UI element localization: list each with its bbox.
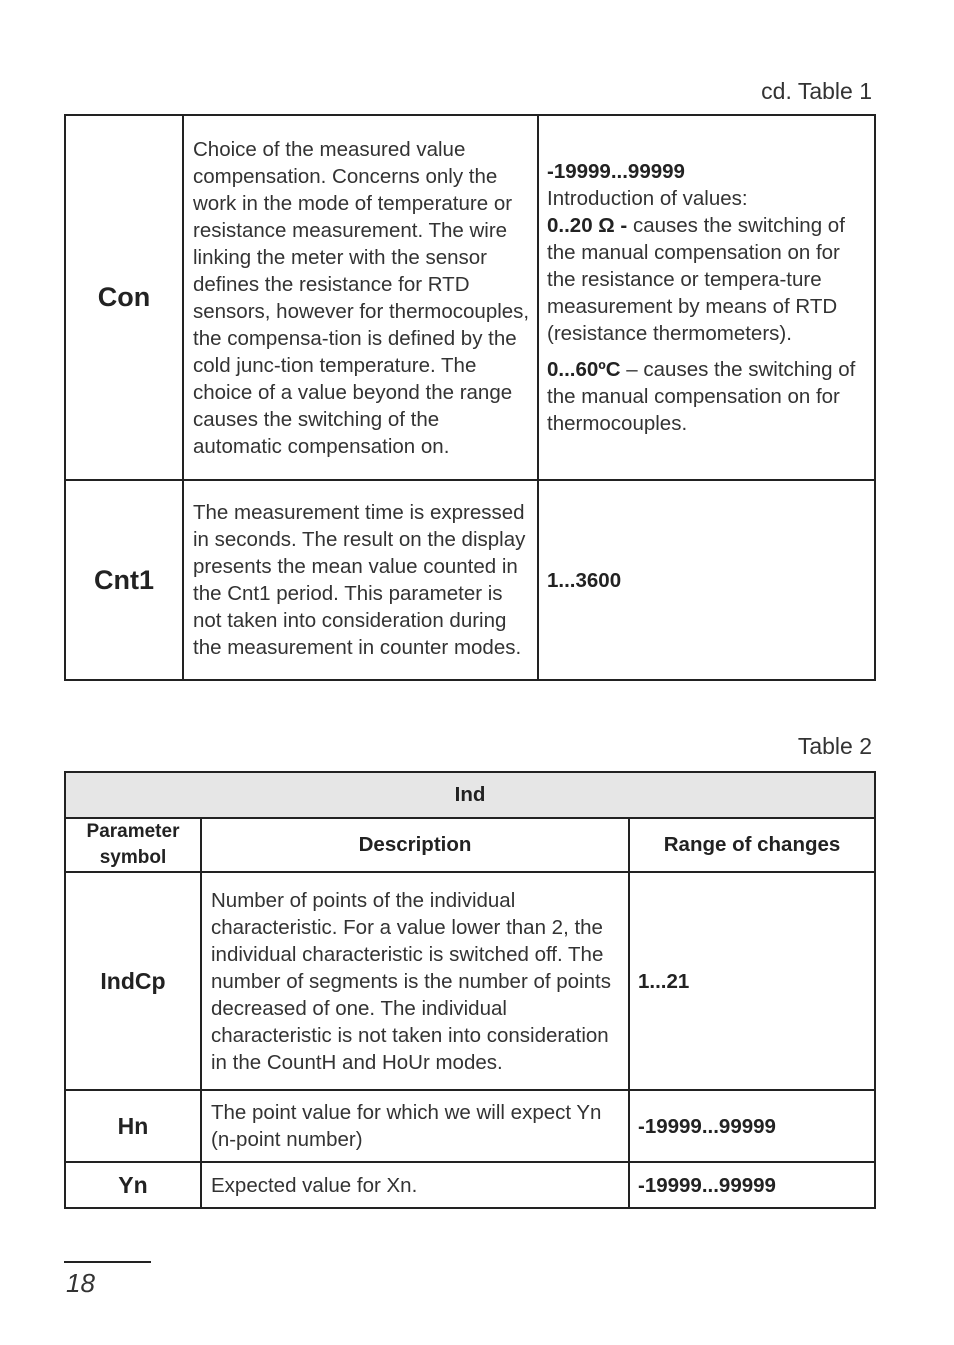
parameter-symbol: Hn bbox=[65, 1090, 201, 1162]
table-row bbox=[65, 480, 875, 680]
parameter-description: Expected value for Xn. bbox=[201, 1162, 629, 1208]
parameter-range: 1...21 bbox=[629, 872, 875, 1090]
footer-rule bbox=[64, 1261, 151, 1263]
range-intro: Introduction of values: bbox=[547, 187, 748, 210]
range-value: -19999...99999 bbox=[547, 160, 685, 183]
table-1-continued bbox=[64, 114, 876, 681]
table2-caption: Table 2 bbox=[797, 733, 872, 759]
parameter-symbol: Yn bbox=[65, 1162, 201, 1208]
parameter-range: 1...3600 bbox=[538, 480, 875, 680]
parameter-description: The measurement time is expressed in seconds. The result on the display presents the mean value counted in the Cnt1 period. This parameter is not taken into consideration during the measurement in counter modes. bbox=[183, 480, 538, 680]
range-option-thermocouple bbox=[547, 356, 868, 437]
table-2 bbox=[64, 771, 876, 1209]
table-row bbox=[65, 872, 875, 1090]
table-row bbox=[65, 115, 875, 480]
table-row bbox=[65, 1090, 875, 1162]
range-option-label: 0..20 Ω - bbox=[547, 214, 628, 237]
parameter-description: Number of points of the individual characteristic. For a value lower than 2, the individual characteristic is switched off. The number of segments is the number of points decreased of one. The individual characteristic is not taken into consideration in the CountH and HoUr modes. bbox=[201, 872, 629, 1090]
parameter-range: -19999...99999 bbox=[629, 1162, 875, 1208]
parameter-range bbox=[538, 115, 875, 480]
table-group-header-row bbox=[65, 772, 875, 818]
column-header-description: Description bbox=[201, 818, 629, 872]
parameter-description: The point value for which we will expect Yn (n-point number) bbox=[201, 1090, 629, 1162]
parameter-description: Choice of the measured value compensation. Concerns only the work in the mode of temperature or resistance measurement. The wire linking the meter with the sensor defines the resistance for RTD sensors, however for thermocouples, the compensa-tion is defined by the cold junc-tion temperature. The choice of a value beyond the range causes the switching of the automatic compensation on. bbox=[183, 115, 538, 480]
parameter-symbol: Cnt1 bbox=[65, 480, 183, 680]
range-option-resistance bbox=[547, 212, 868, 347]
parameter-symbol: Con bbox=[65, 115, 183, 480]
column-header-range: Range of changes bbox=[629, 818, 875, 872]
group-header: Ind bbox=[65, 772, 875, 818]
column-header-symbol: Parameter symbol bbox=[65, 818, 201, 872]
table1-caption: cd. Table 1 bbox=[761, 78, 872, 104]
range-option-text: causes the switching of the manual compensation on for the resistance or tempera-ture measurement by means of RTD (resistance thermometers). bbox=[547, 214, 845, 345]
page-number: 18 bbox=[66, 1268, 95, 1298]
range-option-text: – causes the switching of the manual compensation on for thermocouples. bbox=[547, 358, 856, 435]
table-header-row bbox=[65, 818, 875, 872]
parameter-symbol: IndCp bbox=[65, 872, 201, 1090]
table-row bbox=[65, 1162, 875, 1208]
parameter-range: -19999...99999 bbox=[629, 1090, 875, 1162]
range-option-label: 0...60ºC bbox=[547, 358, 621, 381]
